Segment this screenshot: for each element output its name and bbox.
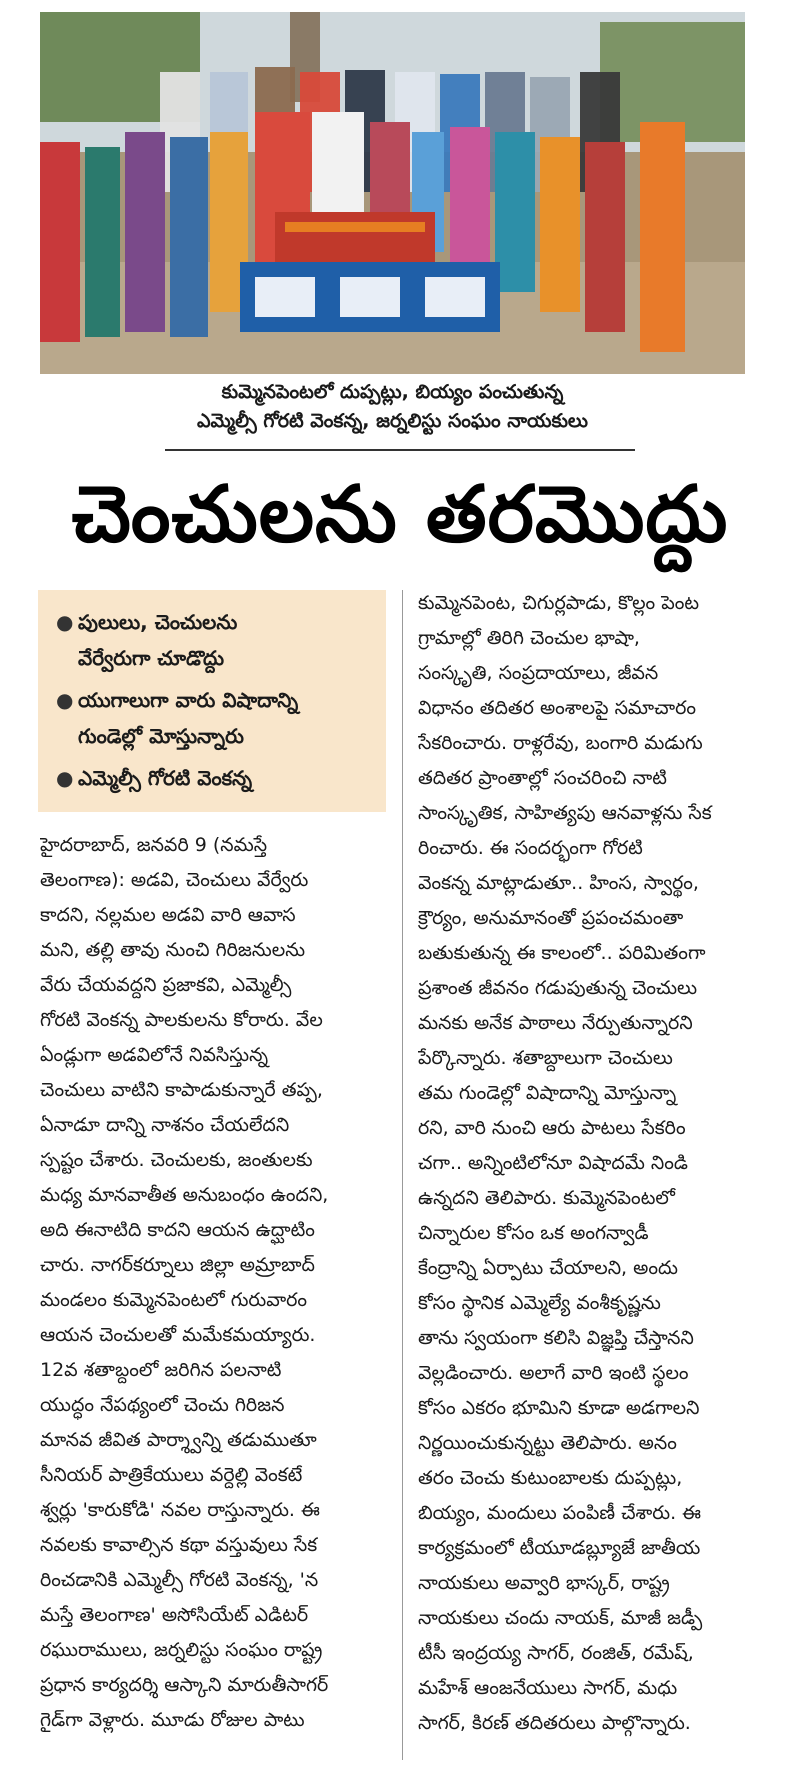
bullet-icon: ● [56, 610, 74, 634]
article-line: హైదరాబాద్, జనవరి 9 (నమస్తే [40, 834, 268, 856]
article-line: మనకు అనేక పాఠాలు నేర్పుతున్నారని [418, 1012, 693, 1034]
article-line: యుద్ధం నేపథ్యంలో చెంచు గిరిజన [40, 1394, 285, 1416]
article-line: కోసం స్థానిక ఎమ్మెల్యే వంశీకృష్ణను [418, 1292, 661, 1314]
highlight-text [78, 604, 237, 676]
highlight-line: వేర్వేరుగా చూడొద్దు [78, 646, 225, 670]
article-line: బతుకుతున్న ఈ కాలంలో.. పరిమితంగా [418, 942, 706, 964]
article-line: మస్తే తెలంగాణ' అసోసియేట్ ఎడిటర్ [40, 1604, 309, 1626]
article-line: రించడానికి ఎమ్మెల్సీ గోరటి వెంకన్న, 'న [40, 1569, 319, 1591]
article-line: మని, తల్లి తావు నుంచి గిరిజనులను [40, 939, 306, 961]
article-line: నాయకులు అవ్వారి భాస్కర్, రాష్ట్ర [418, 1572, 670, 1594]
article-line: ఏండ్లుగా అడవిలోనే నివసిస్తున్న [40, 1044, 269, 1066]
article-line: మహేశ్ ఆంజనేయులు సాగర్, మధు [418, 1677, 678, 1699]
article-line: నిర్ణయించుకున్నట్టు తెలిపారు. అనం [418, 1432, 677, 1454]
article-line: సీనియర్ పాత్రికేయులు వర్దెల్లి వెంకటే [40, 1464, 303, 1486]
article-line: చారు. నాగర్‌కర్నూలు జిల్లా అమ్రాబాద్ [40, 1254, 315, 1276]
group-photo-illustration [40, 12, 745, 374]
article-line: ప్రశాంత జీవనం గడుపుతున్న చెంచులు [418, 977, 698, 999]
article-line: ప్రధాన కార్యదర్శి ఆస్కాని మారుతీసాగర్ [40, 1674, 329, 1696]
article-line: మధ్య మానవాతీత అనుబంధం ఉందని, [40, 1184, 329, 1206]
article-line: టీసీ ఇంద్రయ్య సాగర్, రంజిత్, రమేష్, [418, 1642, 694, 1664]
article-line: స్పష్టం చేశారు. చెంచులకు, జంతులకు [40, 1149, 313, 1171]
highlight-line: పులులు, చెంచులను [78, 610, 238, 634]
article-line: వెంకన్న మాట్లాడుతూ.. హింస, స్వార్థం, [418, 872, 699, 894]
article-line: తెలంగాణ): అడవి, చెంచులు వేర్వేరు [40, 869, 309, 891]
article-line: పేర్కొన్నారు. శతాబ్దాలుగా చెంచులు [418, 1047, 673, 1069]
bullet-icon: ● [56, 766, 74, 790]
column-divider [402, 590, 403, 1760]
article-line: చగా.. అన్నింటిలోనూ విషాదమే నిండి [418, 1152, 688, 1174]
highlight-item [56, 604, 376, 676]
bullet-icon: ● [56, 688, 74, 712]
article-line: 12వ శతాబ్దంలో జరిగిన పలనాటి [40, 1359, 282, 1381]
article-line: చిన్నారుల కోసం ఒక అంగన్వాడీ [418, 1222, 649, 1244]
article-line: తదితర ప్రాంతాల్లో సంచరించి నాటి [418, 767, 667, 789]
highlight-text [78, 760, 252, 796]
photo-caption [40, 378, 745, 436]
article-line: తమ గుండెల్లో విషాదాన్ని మోస్తున్నా [418, 1082, 677, 1104]
article-line: మండలం కుమ్మెనపెంటలో గురువారం [40, 1289, 308, 1311]
caption-line-2: ఎమ్మెల్సీ గోరటి వెంకన్న, జర్నలిస్టు సంఘం నాయకులు [197, 410, 588, 432]
article-line: సంస్కృతి, సంప్రదాయాలు, జీవన [418, 662, 659, 684]
article-line: నవలకు కావాల్సిన కథా వస్తువులు సేక [40, 1534, 318, 1556]
article-line: కార్యక్రమంలో టీయూడబ్ల్యూజే జాతీయ [418, 1537, 701, 1559]
article-line: కేంద్రాన్ని ఏర్పాటు చేయాలని, అందు [418, 1257, 678, 1279]
article-line: తాను స్వయంగా కలిసి విజ్ఞప్తి చేస్తానని [418, 1327, 694, 1349]
article-line: ఆయన చెంచులతో మమేకమయ్యారు. [40, 1324, 316, 1346]
highlight-line: ఎమ్మెల్సీ గోరటి వెంకన్న [78, 766, 253, 790]
article-line: రని, వారి నుంచి ఆరు పాటలు సేకరిం [418, 1117, 686, 1139]
article-line: కాదని, నల్లమల అడవి వారి ఆవాస [40, 904, 296, 926]
article-line: గ్రామాల్లో తిరిగి చెంచుల భాషా, [418, 627, 640, 649]
headline: చెంచులను తరమొద్దు [71, 470, 729, 560]
article-line: రించారు. ఈ సందర్భంగా గోరటి [418, 837, 643, 859]
highlight-item [56, 760, 376, 796]
article-line: కుమ్మెనపెంట, చిగుర్లపాడు, కొల్లం పెంట [418, 592, 700, 614]
article-line: గోరటి వెంకన్న పాలకులను కోరారు. వేల [40, 1009, 323, 1031]
highlight-line: యుగాలుగా వారు విషాదాన్ని [78, 688, 299, 712]
article-line: ఉన్నదని తెలిపారు. కుమ్మెనపెంటలో [418, 1187, 675, 1209]
article-line: వేరు చేయవద్దని ప్రజాకవి, ఎమ్మెల్సీ [40, 974, 292, 996]
article-line: ఏనాడూ దాన్ని నాశనం చేయలేదని [40, 1114, 290, 1136]
highlight-item [56, 682, 376, 754]
article-line: సేకరించారు. రాళ్లరేవు, బంగారి మడుగు [418, 732, 703, 754]
highlight-line: గుండెల్లో మోస్తున్నారు [78, 724, 244, 748]
article-line: కోసం ఎకరం భూమిని కూడా అడగాలని [418, 1397, 700, 1419]
article-line: అది ఈనాటిది కాదని ఆయన ఉద్ఘాటిం [40, 1219, 315, 1241]
article-line: తరం చెంచు కుటుంబాలకు దుప్పట్లు, [418, 1467, 683, 1489]
article-line: గైడ్‌గా వెళ్లారు. మూడు రోజుల పాటు [40, 1709, 305, 1731]
article-line: క్రౌర్యం, అనుమానంతో ప్రపంచమంతా [418, 907, 684, 929]
article-line: సాగర్, కిరణ్ తదితరులు పాల్గొన్నారు. [418, 1712, 691, 1734]
article-line: చెంచులు వాటిని కాపాడుకున్నారే తప్ప, [40, 1079, 323, 1101]
article-line: రఘురాములు, జర్నలిస్టు సంఘం రాష్ట్ర [40, 1639, 323, 1661]
article-line: శ్వర్లు 'కారుకోడి' నవల రాస్తున్నారు. ఈ [40, 1499, 320, 1521]
article-column-right [418, 586, 758, 1741]
news-photo [40, 12, 745, 374]
highlights-box [38, 590, 386, 812]
caption-line-1: కుమ్మెనపెంటలో దుప్పట్లు, బియ్యం పంచుతున్న [221, 381, 564, 403]
article-line: నాయకులు చందు నాయక్, మాజీ జడ్పీ [418, 1607, 703, 1629]
highlight-text [78, 682, 298, 754]
article-line: బియ్యం, మందులు పంపిణీ చేశారు. ఈ [418, 1502, 702, 1524]
article-line: సాంస్కృతిక, సాహిత్యపు ఆనవాళ్లను సేక [418, 802, 712, 824]
article-line: విధానం తదితర అంశాలపై సమాచారం [418, 697, 696, 719]
caption-underline [165, 449, 635, 451]
article-line: మానవ జీవిత పార్శ్వాన్ని తడుముతూ [40, 1429, 317, 1451]
article-line: వెల్లడించారు. అలాగే వారి ఇంటి స్థలం [418, 1362, 689, 1384]
article-column-left [40, 828, 390, 1738]
